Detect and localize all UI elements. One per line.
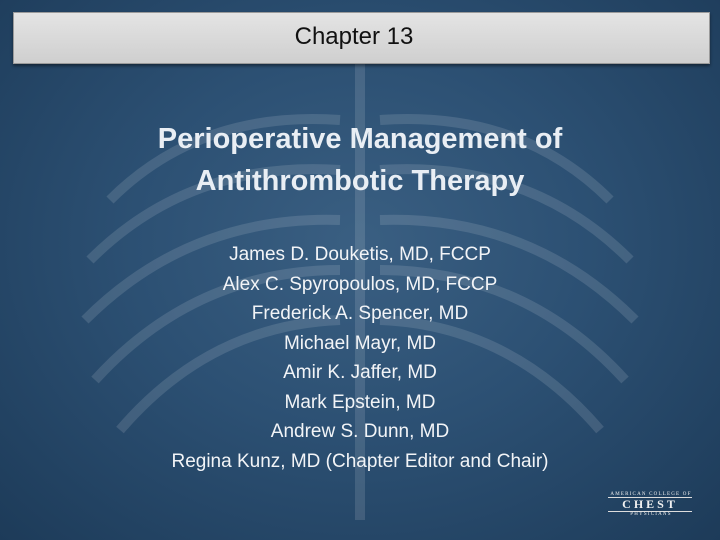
slide-title xyxy=(40,118,680,202)
logo-bottom-text: PHYSICIANS xyxy=(630,512,672,517)
author-name: Andrew S. Dunn, MD xyxy=(270,421,450,442)
author-name: Alex C. Spyropoulos, MD, FCCP xyxy=(222,273,498,295)
author-name: James D. Douketis, MD, FCCP xyxy=(229,244,491,265)
chapter-header-bar xyxy=(13,12,710,64)
logo-top-text: AMERICAN COLLEGE OF xyxy=(610,492,692,497)
title-line-2: Antithrombotic Therapy xyxy=(195,165,525,197)
logo-main-text: CHEST xyxy=(608,497,692,512)
chapter-label: Chapter 13 xyxy=(294,23,414,50)
author-name: Amir K. Jaffer, MD xyxy=(283,362,437,383)
author-name: Frederick A. Spencer, MD xyxy=(251,303,469,324)
chest-logo xyxy=(604,492,696,518)
title-line-1: Perioperative Management of xyxy=(157,123,563,155)
author-name: Regina Kunz, MD (Chapter Editor and Chair) xyxy=(171,450,549,472)
author-name: Mark Epstein, MD xyxy=(284,391,436,413)
author-list xyxy=(60,240,660,476)
author-name: Michael Mayr, MD xyxy=(283,332,437,354)
